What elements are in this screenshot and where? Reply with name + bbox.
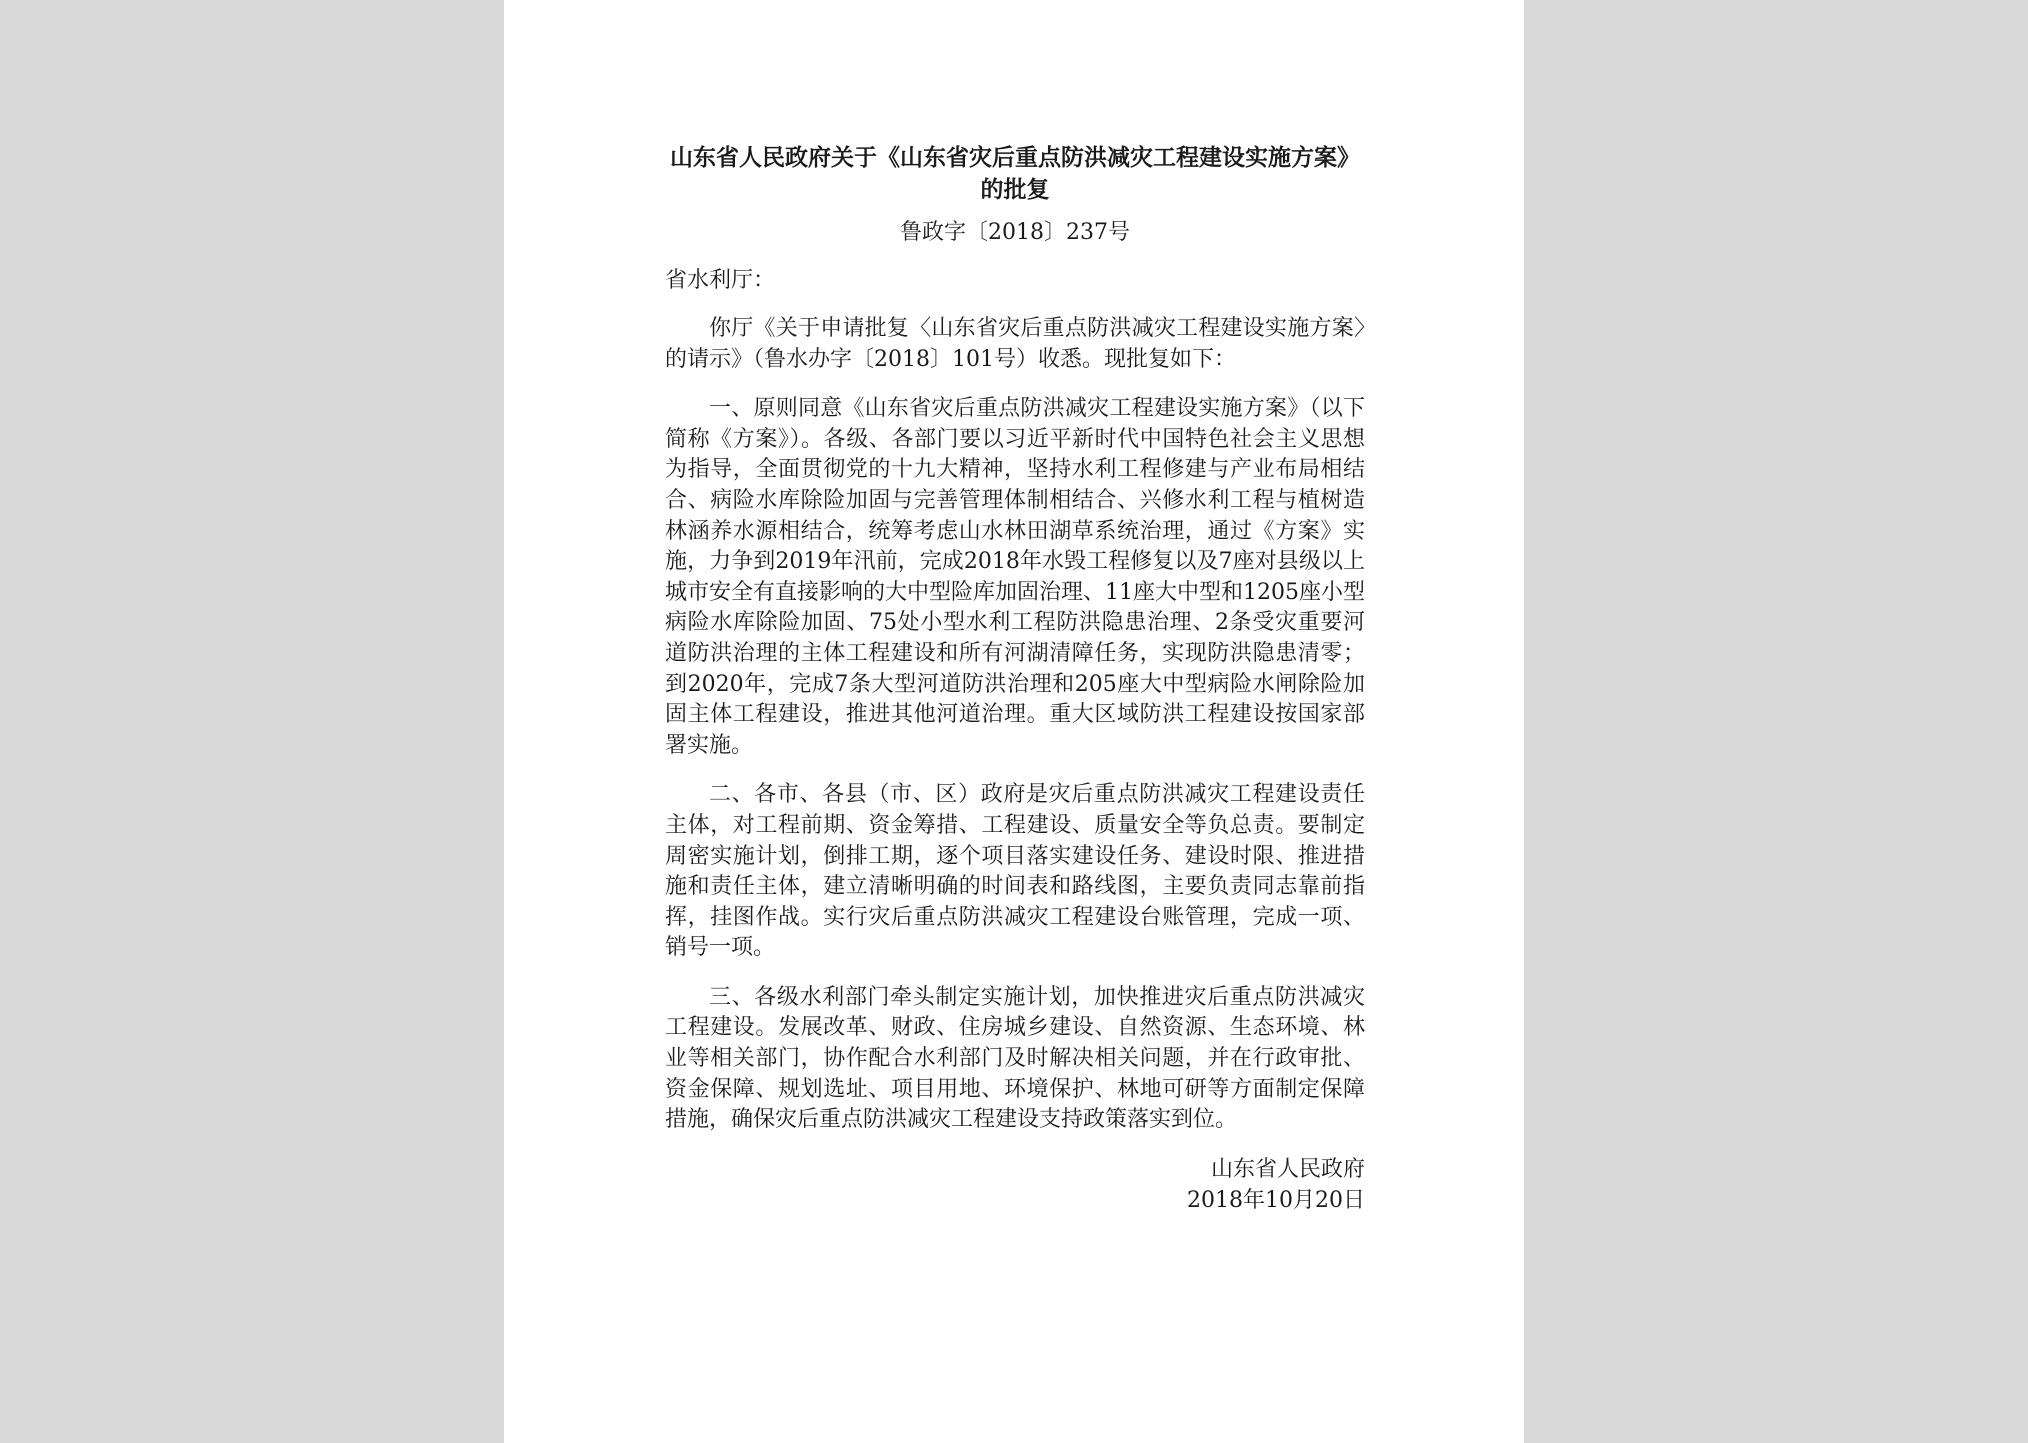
- document-number: 鲁政字〔2018〕237号: [900, 220, 1130, 245]
- document-page: [504, 0, 1524, 1443]
- issue-date: 2018年10月20日: [1187, 1187, 1365, 1213]
- issuer-name: 山东省人民政府: [1210, 1156, 1365, 1182]
- paragraph-item-3: 三、各级水利部门牵头制定实施计划，加快推进灾后重点防洪减灾工程建设。发展改革、财政、住房城乡建设、自然资源、生态环境、林业等相关部门，协作配合水利部门及时解决相关问题，并在行政审批、资金保障、规划选址、项目用地、环境保护、林地可研等方面制定保障措施，确保灾后重点防洪减灾工程建设支持政策落实到位。: [665, 984, 1365, 1133]
- paragraph-item-1: 一、原则同意《山东省灾后重点防洪减灾工程建设实施方案》（以下简称《方案》）。各级、各部门要以习近平新时代中国特色社会主义思想为指导，全面贯彻党的十九大精神，坚持水利工程修建与产业布局相结合、病险水库除险加固与完善管理体制相结合、兴修水利工程与植树造林涵养水源相结合，统筹考虑山水林田湖草系统治理，通过《方案》实施，力争到2019年汛前，完成2018年水毁工程修复以及7座对县级以上城市安全有直接影响的大中型险库加固治理、11座大中型和1205座小型病险水库除险加固、75处小型水利工程防洪隐患治理、2条受灾重要河道防洪治理的主体工程建设和所有河湖清障任务，实现防洪隐患清零；到2020年，完成7条大型河道防洪治理和205座大中型病险水闸除险加固主体工程建设，推进其他河道治理。重大区域防洪工程建设按国家部署实施。: [665, 396, 1365, 758]
- addressee: 省水利厅：: [665, 268, 776, 293]
- document-title: 山东省人民政府关于《山东省灾后重点防洪减灾工程建设实施方案》的批复: [670, 144, 1360, 203]
- signature-block: [665, 1154, 1365, 1216]
- paragraph-item-2: 二、各市、各县（市、区）政府是灾后重点防洪减灾工程建设责任主体，对工程前期、资金筹措、工程建设、质量安全等负总责。要制定周密实施计划，倒排工期，逐个项目落实建设任务、建设时限、推进措施和责任主体，建立清晰明确的时间表和路线图，主要负责同志靠前指挥，挂图作战。实行灾后重点防洪减灾工程建设台账管理，完成一项、销号一项。: [665, 782, 1365, 961]
- paragraph-intro: 你厅《关于申请批复〈山东省灾后重点防洪减灾工程建设实施方案〉的请示》（鲁水办字〔2018〕101号）收悉。现批复如下：: [665, 316, 1365, 372]
- document-body: [665, 142, 1365, 1216]
